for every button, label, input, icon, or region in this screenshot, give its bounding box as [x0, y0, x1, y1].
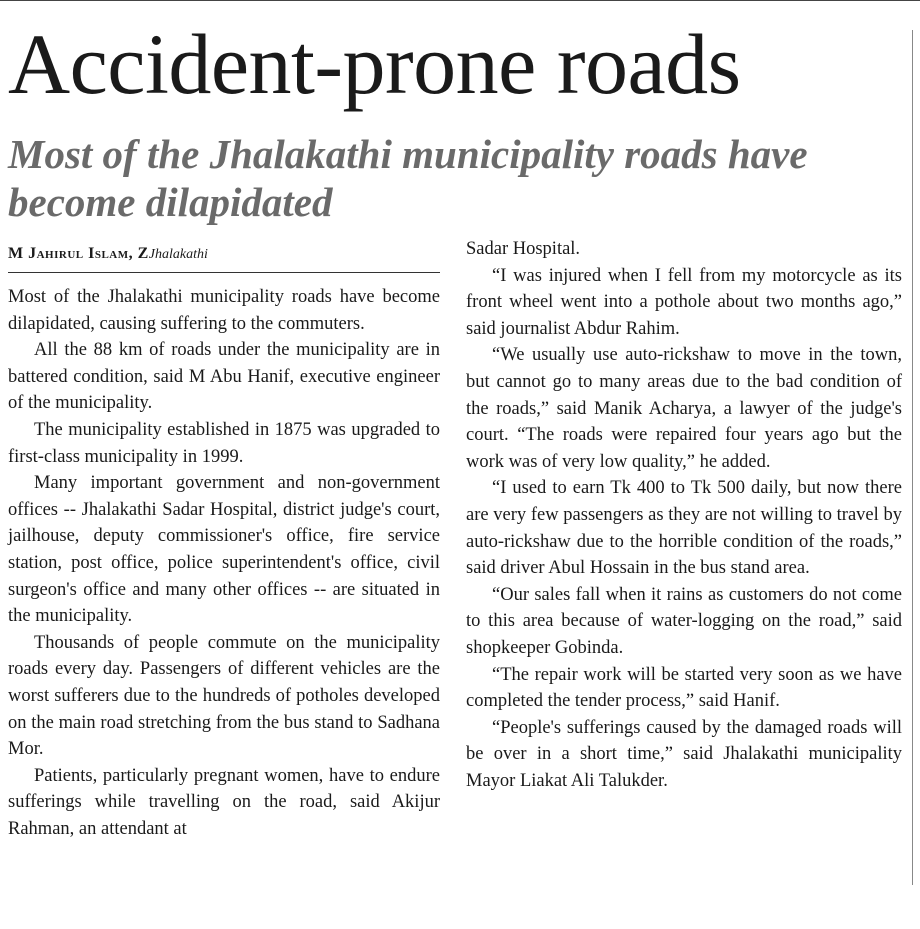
paragraph: The municipality established in 1875 was upgraded to first-class municipality in 1999.: [8, 419, 440, 467]
right-column-rule: [912, 30, 913, 885]
subheadline: Most of the Jhalakathi municipality roads have become dilapidated: [8, 131, 808, 225]
paragraph: “People's sufferings caused by the damaged roads will be over in a short time,” said Jhalakathi municipality Mayor Liakat Ali Talukder.: [466, 717, 902, 791]
paragraph: Sadar Hospital.: [466, 239, 581, 259]
paragraph: “The repair work will be started very soon as we have completed the tender process,” said Hanif.: [466, 664, 902, 712]
paragraph: Most of the Jhalakathi municipality roads have become dilapidated, causing suffering to the commuters.: [8, 287, 440, 334]
article-column-left: [8, 284, 440, 842]
paragraph: All the 88 km of roads under the municipality are in battered condition, said M Abu Hanif, executive engineer of the municipality.: [8, 340, 440, 414]
byline-author: M Jahirul Islam, Z: [8, 245, 149, 262]
paragraph: “We usually use auto-rickshaw to move in the town, but cannot go to many areas due to the bad condition of the roads,” said Manik Acharya, a lawyer of the judge's court. “The roads were repaired four years ago but the work was of very low quality,” he added.: [466, 345, 902, 472]
top-rule: [0, 0, 920, 1]
byline-place: Jhalakathi: [148, 247, 208, 262]
paragraph: “I was injured when I fell from my motorcycle as its front wheel went into a pothole about two months ago,” said journalist Abdur Rahim.: [466, 265, 902, 339]
paragraph: Many important government and non-government offices -- Jhalakathi Sadar Hospital, district judge's court, jailhouse, deputy commissioner's office, fire service station, post office, police superintendent's office, civil surgeon's office and many other offices -- are situated in the municipality.: [8, 473, 440, 627]
paragraph: “Our sales fall when it rains as customers do not come to this area because of water-logging on the road,” said shopkeeper Gobinda.: [466, 584, 902, 658]
headline: Accident-prone roads: [8, 16, 741, 112]
byline-rule: [8, 272, 440, 273]
paragraph: Thousands of people commute on the municipality roads every day. Passengers of different vehicles are the worst sufferers due to the hundreds of potholes developed on the main road stretching from the bus stand to Sadhana Mor.: [8, 632, 440, 760]
article-column-right: [466, 236, 902, 794]
byline: [8, 243, 208, 266]
paragraph: “I used to earn Tk 400 to Tk 500 daily, but now there are very few passengers as they are not willing to travel by auto-rickshaw due to the horrible condition of the roads,” said driver Abul Hossain in the bus stand area.: [466, 478, 902, 579]
paragraph: Patients, particularly pregnant women, have to endure sufferings while travelling on the road, said Akijur Rahman, an attendant at: [8, 765, 440, 839]
